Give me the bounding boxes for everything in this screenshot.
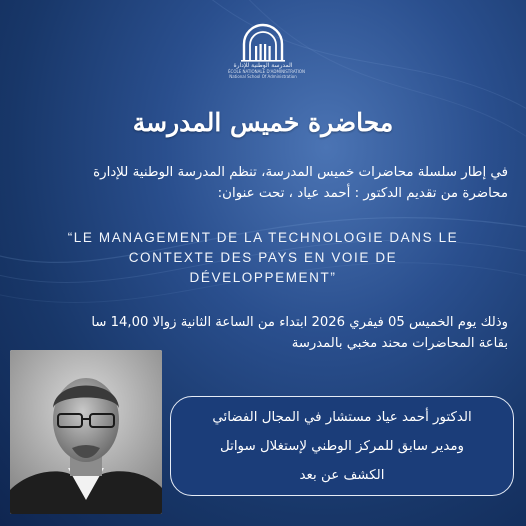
logo-french-name: ÉCOLE NATIONALE D'ADMINISTRATION xyxy=(228,69,306,74)
lecture-title-line-3: DÉVELOPPEMENT” xyxy=(189,270,337,285)
bio-line-3: الكشف عن بعد xyxy=(299,468,385,483)
school-logo-icon xyxy=(238,22,288,62)
intro-line-1: في إطار سلسلة محاضرات خميس المدرسة، تنظم المدرسة الوطنية للإدارة xyxy=(93,165,508,180)
schedule-line-1: وذلك يوم الخميس 05 فيفري 2026 ابتداء من الساعة الثانية زوالا 14,00 سا xyxy=(91,315,508,330)
intro-line-2: محاضرة من تقديم الدكتور : أحمد عياد ، تحت عنوان: xyxy=(217,186,508,201)
speaker-photo xyxy=(10,350,162,514)
lecture-title xyxy=(40,228,486,288)
speaker-bio-box xyxy=(170,396,514,496)
bio-line-2: ومدير سابق للمركز الوطني لإستغلال سواتل xyxy=(219,439,465,454)
logo-english-name: National School Of Administration xyxy=(229,74,297,79)
bio-line-1: الدكتور أحمد عياد مستشار في المجال الفضائي xyxy=(212,410,472,425)
intro-paragraph xyxy=(8,162,508,204)
lecture-title-line-1: “LE MANAGEMENT DE LA TECHNOLOGIE DANS LE xyxy=(67,230,459,245)
schedule-line-2: بقاعة المحاضرات محند مخبي بالمدرسة xyxy=(291,336,508,351)
page-title: محاضرة خميس المدرسة xyxy=(132,108,394,137)
schedule-paragraph xyxy=(8,312,508,354)
logo-arabic-name: المدرسة الوطنية للإدارة xyxy=(233,62,293,69)
speaker-portrait xyxy=(10,350,162,514)
school-logo xyxy=(228,22,306,88)
lecture-title-line-2: CONTEXTE DES PAYS EN VOIE DE xyxy=(128,250,398,265)
